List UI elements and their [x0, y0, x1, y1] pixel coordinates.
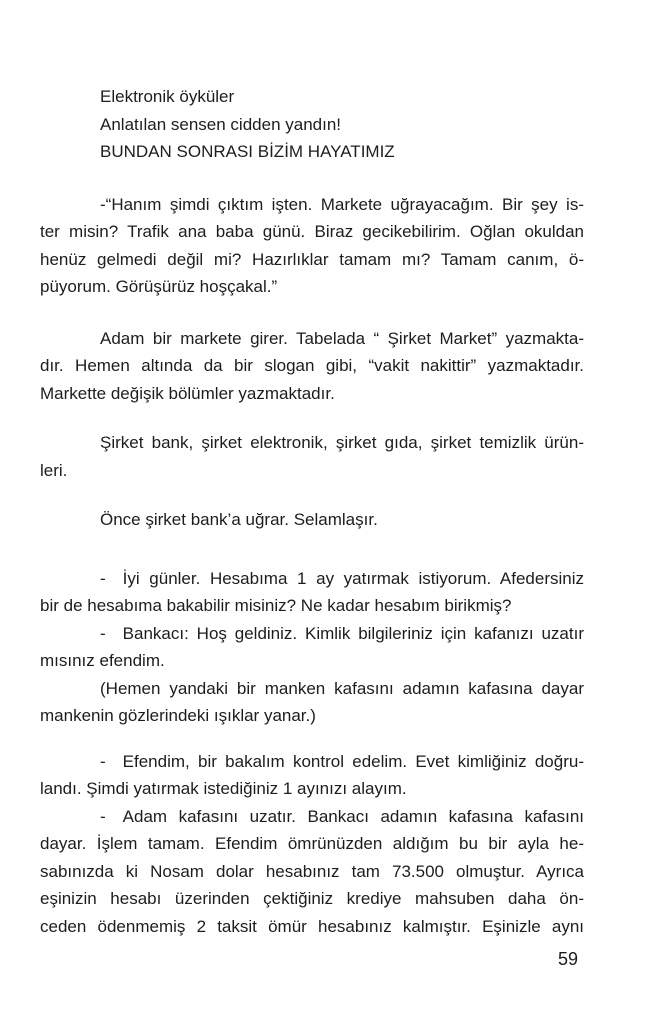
paragraph-line: ter misin? Trafik ana baba günü. Biraz gecikebilirim. Oğlan okuldan — [40, 222, 584, 241]
paragraph-line: ceden ödenmemiş 2 taksit ömür hesabınız kalmıştır. Eşinizle aynı — [40, 916, 584, 936]
heading-line: Elektronik öyküler — [100, 87, 235, 106]
paragraph-line: mısınız efendim. — [40, 651, 165, 670]
paragraph-market-sections — [40, 429, 584, 484]
page-content — [40, 83, 584, 974]
heading-line: Anlatılan sensen cidden yandın! — [100, 114, 342, 134]
paragraph-line: - İyi günler. Hesabıma 1 ay yatırmak istiyorum. Afedersiniz — [100, 568, 584, 588]
dialogue-identity-check — [40, 748, 584, 803]
paragraph-line: - Bankacı: Hoş geldiniz. Kimlik bilgileriniz için kafanızı uzatır — [100, 623, 584, 643]
paragraph-line: leri. — [40, 460, 68, 480]
paragraph-line: Şirket bank, şirket elektronik, şirket gıda, şirket temizlik ürün- — [100, 433, 584, 452]
paragraph-bank-visit — [40, 506, 584, 534]
stage-direction-mannequin — [40, 675, 584, 730]
paragraph-line: eşinizin hesabı üzerinden çektiğiniz krediye mahsuben daha ön- — [40, 889, 584, 908]
paragraph-line: - Adam kafasını uzatır. Bankacı adamın kafasına kafasını — [100, 806, 584, 826]
paragraph-line: püyorum. Görüşürüz hoşçakal.” — [40, 277, 278, 296]
paragraph-line: bir de hesabıma bakabilir misiniz? Ne kadar hesabım birikmiş? — [40, 596, 512, 615]
dialogue-account-balance — [40, 803, 584, 941]
paragraph-market-sign — [40, 325, 584, 408]
paragraph-line: - Efendim, bir bakalım kontrol edelim. Evet kimliğiniz doğru- — [100, 751, 584, 771]
paragraph-line: henüz gelmedi değil mi? Hazırlıklar tamam mı? Tamam canım, ö- — [40, 249, 584, 269]
paragraph-line: landı. Şimdi yatırmak istediğiniz 1 ayınızı alayım. — [40, 779, 407, 798]
dialogue-banker-greeting — [40, 620, 584, 675]
paragraph-line: dayar. İşlem tamam. Efendim ömrünüzden aldığım bu bir ayla he- — [40, 834, 584, 853]
paragraph-line: (Hemen yandaki bir manken kafasını adamın kafasına dayar — [100, 678, 584, 698]
paragraph-phone-call — [40, 191, 584, 301]
paragraph-line: dır. Hemen altında da bir slogan gibi, “vakit nakittir” yazmaktadır. — [40, 356, 584, 375]
paragraph-line: sabınızda ki Nosam dolar hesabınız tam 73.500 olmuştur. Ayrıca — [40, 861, 584, 881]
paragraph-line: -“Hanım şimdi çıktım işten. Markete uğrayacağım. Bir şey is- — [100, 194, 584, 214]
heading-line: BUNDAN SONRASI BİZİM HAYATIMIZ — [100, 142, 395, 161]
paragraph-line: Adam bir markete girer. Tabelada “ Şirket Market” yazmakta- — [100, 328, 584, 348]
dialogue-customer-greeting — [40, 565, 584, 620]
paragraph-line: Önce şirket bank’a uğrar. Selamlaşır. — [100, 510, 378, 529]
paragraph-line: mankenin gözlerindeki ışıklar yanar.) — [40, 706, 316, 725]
story-heading — [40, 83, 584, 166]
page-number: 59 — [557, 949, 578, 969]
paragraph-line: Markette değişik bölümler yazmaktadır. — [40, 383, 335, 403]
